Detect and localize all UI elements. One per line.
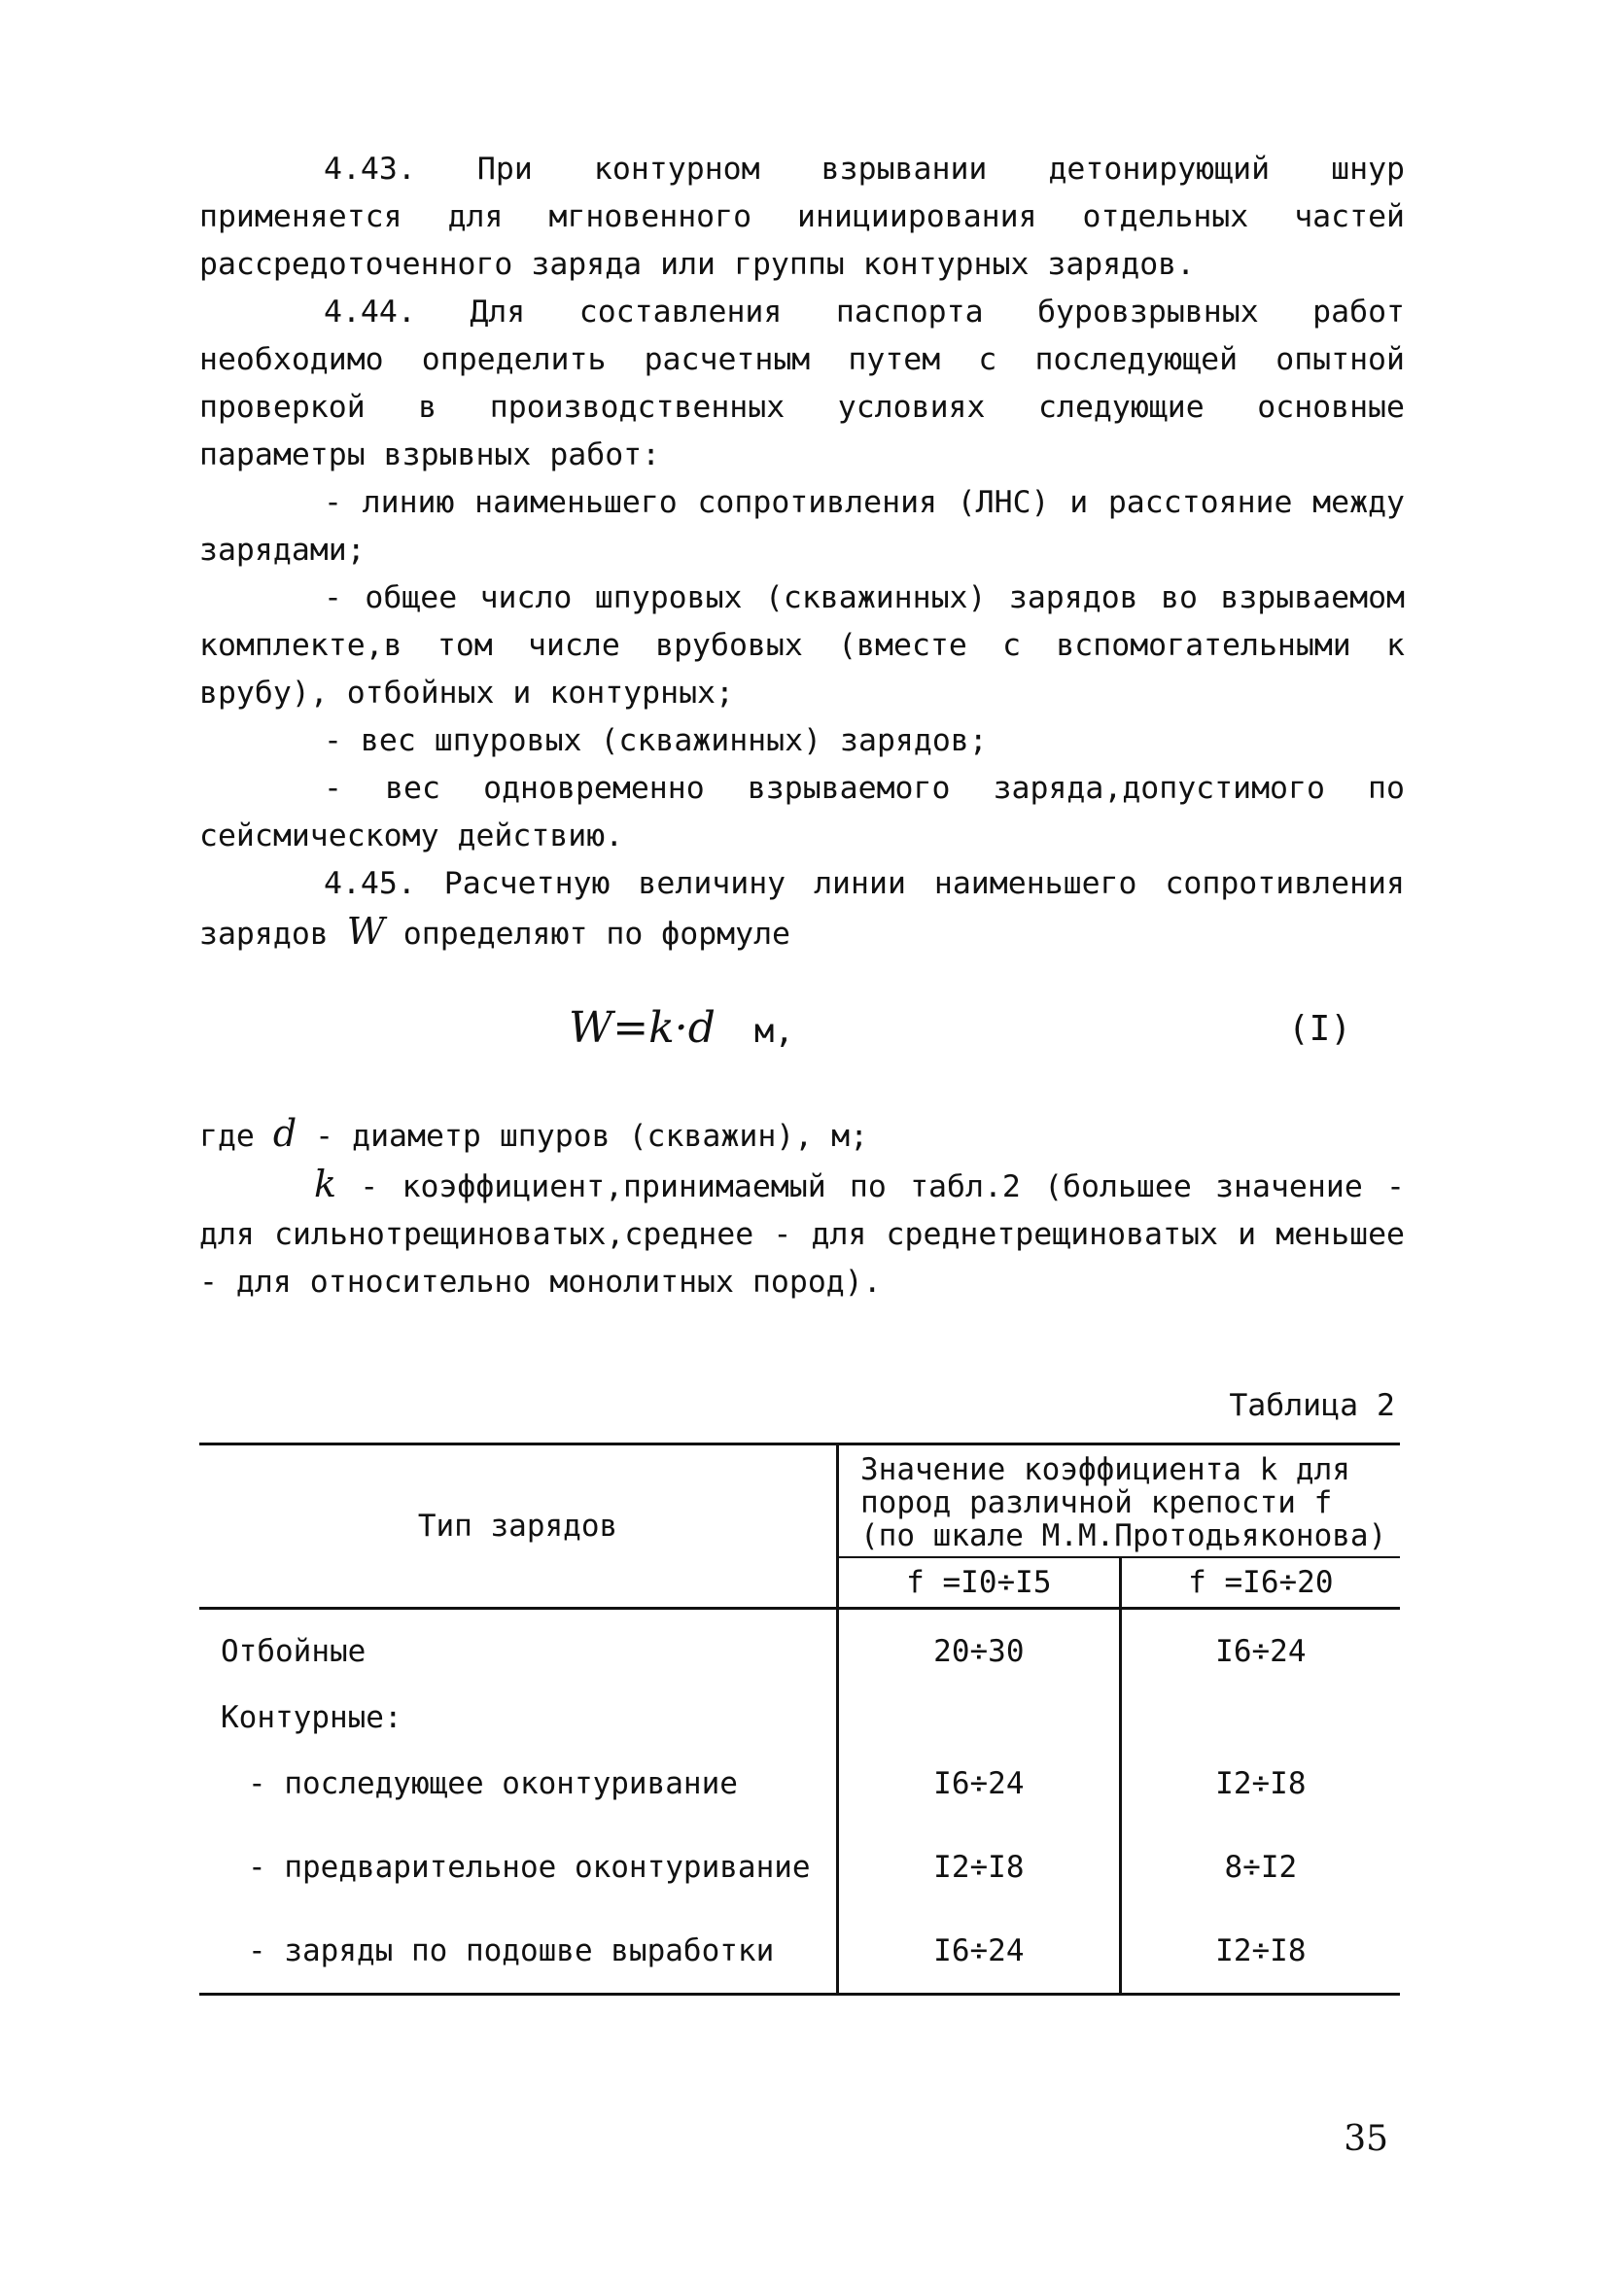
row-name: - предварительное оконтуривание	[248, 1850, 811, 1885]
row-value-1: I6÷24	[838, 1909, 1121, 1995]
header-charge-type: Тип зарядов	[199, 1444, 838, 1609]
header-k-value: Значение коэффициента k для пород различной крепости f (по шкале М.М.Протодьяконова)	[838, 1444, 1401, 1558]
table-row	[199, 1909, 1400, 1995]
table-row	[199, 1693, 1400, 1742]
row-value-1: I6÷24	[838, 1742, 1121, 1826]
list-item-charge-weight: - вес шпуровых (скважинных) зарядов;	[324, 723, 988, 758]
variable-w: W	[346, 910, 385, 953]
page-number: 35	[1344, 2119, 1388, 2159]
variable-d: d	[272, 1112, 297, 1155]
where-k-line	[199, 1161, 1405, 1306]
formula-expr-text: W=k·d	[569, 1003, 716, 1053]
list-item-seismic-charge: - вес одновременно взрываемого заряда,допустимого по сейсмическому действию.	[199, 771, 1405, 853]
formula-number: (I)	[1287, 1009, 1351, 1049]
table-row	[199, 1609, 1400, 1694]
row-value-1	[838, 1693, 1121, 1742]
row-value-1: 20÷30	[838, 1609, 1121, 1694]
paragraph-4-45-text-b: определяют по формуле	[402, 917, 791, 952]
paragraph-4-45-text-a: 4.45. Расчетную величину линии наименьшего сопротивления зарядов	[199, 866, 1405, 952]
paragraph-4-45	[199, 860, 1405, 958]
list-item-lns: - линию наименьшего сопротивления (ЛНС) и расстояние между зарядами;	[199, 485, 1405, 568]
table-header-row	[199, 1444, 1400, 1558]
formula-block	[199, 993, 1405, 1087]
where-k-text: - коэффициент,принимаемый по табл.2 (большее значение - для сильнотрещиноватых,среднее - для среднетрещиноватых и меньшее - для относительно монолитных пород).	[199, 1169, 1405, 1300]
row-name: - последующее оконтуривание	[248, 1766, 738, 1801]
formula-expression	[569, 1003, 794, 1053]
where-d-text: - диаметр шпуров (скважин), м;	[315, 1119, 869, 1154]
paragraph-4-44: 4.44. Для составления паспорта буровзрывных работ необходимо определить расчетным путем с последующей опытной проверкой в производственных условиях следующие основные параметры взрывных работ:	[199, 295, 1405, 472]
header-f-10-15: f =I0÷I5	[838, 1557, 1121, 1609]
where-d-line	[199, 1110, 1405, 1161]
row-value-2: 8÷I2	[1120, 1826, 1400, 1909]
row-value-2	[1120, 1693, 1400, 1742]
coefficient-table	[199, 1443, 1400, 1996]
list-item-charge-count: - общее число шпуровых (скважинных) зарядов во взрываемом комплекте,в том числе врубовых (вместе с вспомогательными к врубу), отбойных и контурных;	[199, 580, 1405, 711]
row-value-2: I2÷I8	[1120, 1742, 1400, 1826]
formula-unit: м,	[753, 1012, 794, 1051]
row-name: Контурные:	[221, 1700, 402, 1735]
where-prefix: где	[199, 1119, 255, 1154]
row-name: Отбойные	[221, 1634, 367, 1669]
table-row	[199, 1826, 1400, 1909]
row-value-2: I6÷24	[1120, 1609, 1400, 1694]
row-value-2: I2÷I8	[1120, 1909, 1400, 1995]
variable-k: k	[314, 1163, 337, 1205]
table-row	[199, 1742, 1400, 1826]
paragraph-4-43: 4.43. При контурном взрывании детонирующий шнур применяется для мгновенного инициирования отдельных частей рассредоточенного заряда или группы контурных зарядов.	[199, 152, 1405, 282]
table-caption: Таблица 2	[1229, 1388, 1395, 1423]
header-f-16-20: f =I6÷20	[1120, 1557, 1400, 1609]
row-value-1: I2÷I8	[838, 1826, 1121, 1909]
row-name: - заряды по подошве выработки	[199, 1909, 838, 1995]
document-page	[199, 146, 1405, 1996]
